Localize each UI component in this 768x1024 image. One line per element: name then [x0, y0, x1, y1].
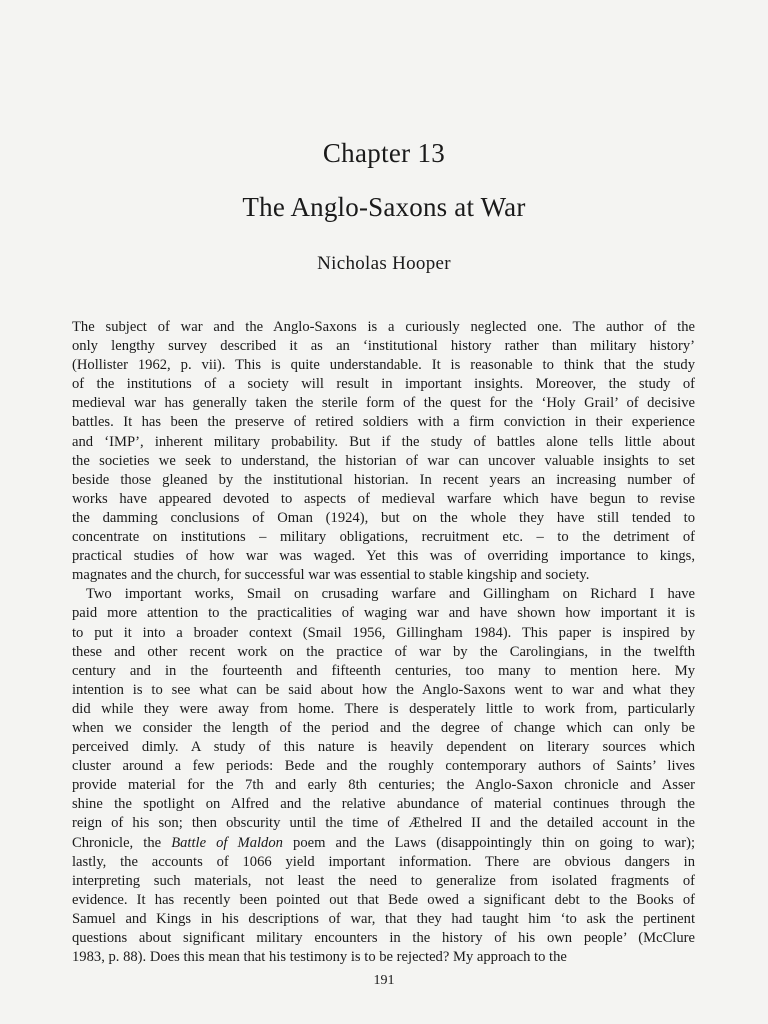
text-line: battles. It has been the preserve of retired soldiers with a firm conviction in their experience: [72, 414, 695, 431]
text-line: beside those gleaned by the institutional historian. In recent years an increasing number of: [72, 471, 695, 488]
text-line: the societies we seek to understand, the historian of war can uncover valuable insights to set: [72, 452, 695, 469]
text-line: reign of his son; then obscurity until the time of Æthelred II and the detailed account in the: [72, 815, 695, 832]
text-line: concentrate on institutions – military obligations, recruitment etc. – to the detriment of: [72, 529, 695, 546]
text-line: magnates and the church, for successful war was essential to stable kingship and society.: [72, 567, 590, 584]
page-number: 191: [373, 973, 395, 988]
text-line: Chronicle, the Battle of Maldon poem and the Laws (disappointingly thin on going to war);: [72, 834, 696, 851]
text-line: of the institutions of a society will result in important insights. Moreover, the study of: [72, 376, 695, 393]
text-line: 1983, p. 88). Does this mean that his testimony is to be rejected? My approach to the: [72, 949, 567, 966]
text-line: cluster around a few periods: Bede and the roughly contemporary authors of Saints’ lives: [72, 758, 695, 775]
text-line: only lengthy survey described it as an ‘institutional history rather than military history’: [72, 338, 695, 355]
text-line: Samuel and Kings in his descriptions of war, that they had taught him ‘to ask the pertinent: [72, 910, 695, 927]
text-line: the damming conclusions of Oman (1924), but on the whole they have still tended to: [72, 509, 695, 526]
body-text: [72, 318, 695, 967]
text-line: perceived dimly. A study of this nature is heavily dependent on literary sources which: [72, 739, 695, 756]
text-line: medieval war has generally taken the sterile form of the quest for the ‘Holy Grail’ of decisive: [72, 395, 695, 412]
text-line: shine the spotlight on Alfred and the relative abundance of material continues through the: [72, 796, 695, 813]
text-line: (Hollister 1962, p. vii). This is quite understandable. It is reasonable to think that the study: [72, 357, 695, 374]
text-line: practical studies of how war was waged. Yet this was of overriding importance to kings,: [72, 548, 695, 565]
text-line: and ‘IMP’, inherent military probability. But if the study of battles alone tells little about: [72, 433, 695, 450]
text-line: provide material for the 7th and early 8th centuries; the Anglo-Saxon chronicle and Asser: [72, 777, 695, 794]
text-line: intention is to see what can be said about how the Anglo-Saxons went to war and what they: [72, 681, 695, 698]
author-name: Nicholas Hooper: [317, 253, 451, 274]
text-line: evidence. It has recently been pointed out that Bede owed a significant debt to the Books of: [72, 891, 695, 908]
text-line: interpreting such materials, not least the need to generalize from isolated fragments of: [72, 872, 695, 889]
text-line: questions about significant military encounters in the history of his own people’ (McClure: [72, 930, 695, 946]
text-line: Two important works, Smail on crusading warfare and Gillingham on Richard I have: [86, 586, 695, 603]
text-line: works have appeared devoted to aspects of medieval warfare which have begun to revise: [72, 490, 695, 507]
text-line: to put it into a broader context (Smail 1956, Gillingham 1984). This paper is inspired by: [72, 624, 695, 641]
paragraph: [72, 585, 695, 967]
text-line: these and other recent work on the practice of war by the Carolingians, in the twelfth: [72, 643, 695, 660]
chapter-heading: Chapter 13: [322, 138, 446, 168]
text-line: century and in the fourteenth and fifteenth centuries, too many to mention here. My: [72, 662, 695, 679]
text-line: when we consider the length of the period and the degree of change which can only be: [72, 719, 695, 736]
text-line: lastly, the accounts of 1066 yield important information. There are obvious dangers in: [72, 853, 695, 870]
chapter-title: The Anglo-Saxons at War: [242, 192, 526, 222]
text-line: The subject of war and the Anglo-Saxons is a curiously neglected one. The author of the: [72, 319, 695, 335]
paragraph: [72, 318, 695, 585]
text-line: did while they were away from home. There is desperately little to work from, particularly: [72, 700, 695, 717]
text-line: paid more attention to the practicalities of waging war and have shown how important it is: [72, 605, 695, 622]
